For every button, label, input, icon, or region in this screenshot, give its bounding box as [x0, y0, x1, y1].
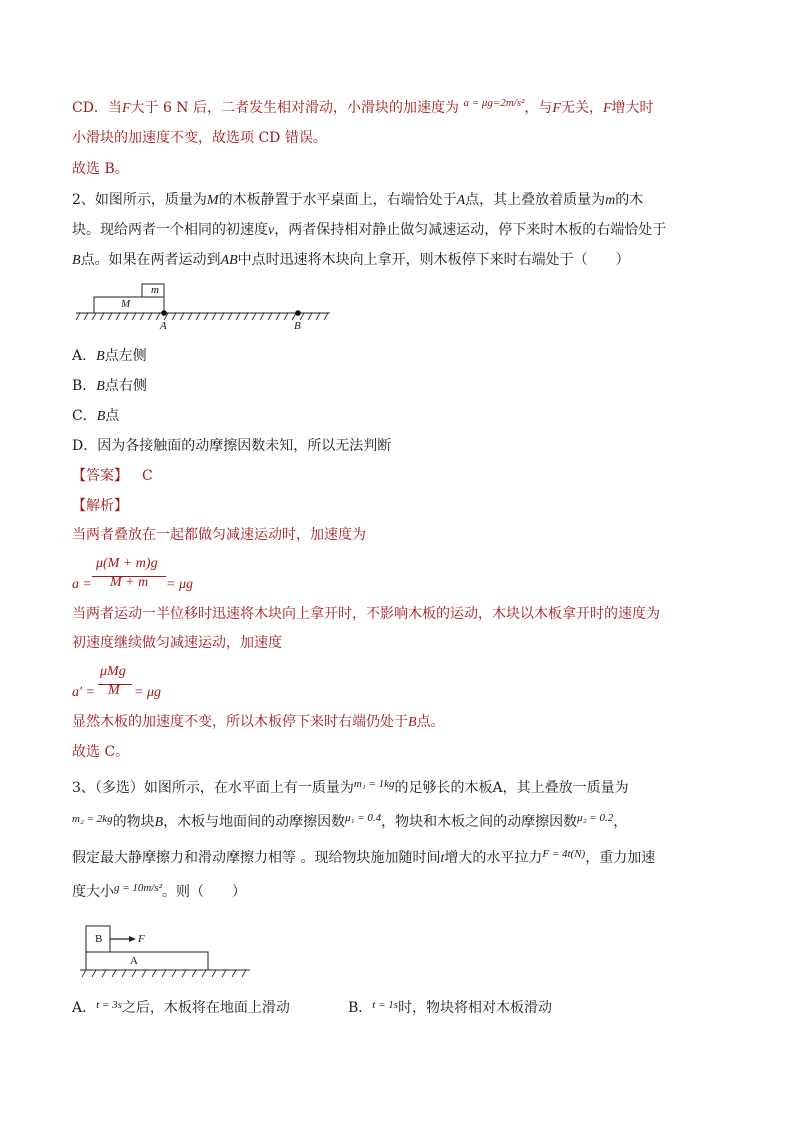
math-t: t = 1s	[372, 999, 399, 1011]
q2-option-d[interactable]	[72, 436, 391, 456]
cd-choice: 故选 B。	[72, 161, 129, 177]
q2-option-b[interactable]	[72, 376, 147, 397]
q3-label-A: A	[130, 955, 138, 967]
option-text: 点右侧	[104, 378, 147, 394]
q3-figure	[78, 922, 258, 982]
var-m: m	[605, 193, 616, 208]
var-F: F	[602, 101, 612, 116]
q2-option-a[interactable]	[72, 346, 147, 367]
math-t: t = 3s	[96, 999, 122, 1011]
cd-text: 无关，	[560, 100, 603, 116]
cd-text: 增大时	[611, 100, 654, 116]
q2-choice: 故选 C。	[72, 744, 130, 760]
math-m2: m₂ = 2kg	[72, 813, 113, 825]
formula-a: a = μg=2m/s²	[463, 97, 525, 109]
q2-analysis-4	[72, 712, 445, 733]
var-v: v	[268, 223, 275, 238]
board-A	[86, 952, 208, 970]
var-B: B	[96, 409, 106, 424]
cd-text: CD．当	[72, 100, 122, 116]
option-text: 之后，木板将在地面上滑动	[121, 1000, 290, 1016]
q3-text: 假定最大静摩擦力和滑动摩擦力相等 。现给物块施加随时间	[72, 850, 441, 866]
option-prefix: B．	[348, 1000, 373, 1016]
math-mu1: μ₁ = 0.4	[345, 812, 382, 824]
analysis-text: 显然木板的加速度不变，所以木板停下来时右端仍处于	[72, 714, 408, 730]
math-m1: m₁ = 1kg	[353, 778, 395, 790]
q2-line-1	[72, 190, 643, 211]
f2-numerator: μMg	[100, 664, 126, 679]
var-A: A	[456, 193, 466, 208]
option-prefix: A．	[72, 1000, 97, 1016]
var-B: B	[72, 253, 81, 268]
q2-analysis-2: 当两者运动一半位移时迅速将木块向上拿开时，不影响木板的运动，木块以木板拿开时的速度为	[72, 606, 660, 622]
q3-text: 度大小	[72, 884, 114, 900]
var-F: F	[121, 101, 131, 116]
q3-text: 。则（ ）	[162, 884, 247, 900]
var-M: M	[206, 193, 219, 208]
q2-text: 2、如图所示，质量为	[72, 192, 207, 208]
q2-text: 的木板静置于水平桌面上，右端恰处于	[218, 192, 457, 208]
q3-text: ，重力加速	[585, 850, 656, 866]
q3-line-2	[72, 812, 627, 833]
option-prefix: C．	[72, 408, 97, 424]
answer-value: C	[142, 468, 153, 484]
q2-analysis-3: 初速度继续做匀减速运动，加速度	[72, 635, 282, 651]
q2-text: 点。如果在两者运动到	[80, 252, 221, 268]
option-prefix: D．	[72, 438, 98, 454]
q2-text: 点，其上叠放着质量为	[465, 192, 606, 208]
math-mu2: μ₂ = 0.2	[577, 812, 614, 824]
q2-line-3	[72, 250, 630, 271]
point-B	[295, 310, 301, 316]
f1-numerator: μ(M + m)g	[96, 556, 158, 571]
cd-text: 大于 6 N 后，二者发生相对滑动，小滑块的加速度为	[130, 100, 460, 116]
q3-option-b[interactable]	[348, 998, 552, 1019]
f1-lhs: a =	[72, 577, 92, 592]
q2-analysis-tag: 【解析】	[72, 498, 128, 514]
point-A	[161, 310, 167, 316]
q2-text: 中点时迅速将木块向上拿开，则木板停下来时右端处于（ ）	[237, 252, 630, 268]
var-B: B	[96, 379, 105, 394]
f1-rhs: = μg	[166, 577, 193, 592]
q3-text: 的足够长的木板A，其上叠放一质量为	[394, 780, 629, 796]
option-text: 时，物块将相对木板滑动	[398, 1000, 553, 1016]
q2-label-M: M	[121, 298, 131, 310]
var-B: B	[408, 715, 417, 730]
option-text: 因为各接触面的动摩擦因数未知，所以无法判断	[97, 438, 392, 454]
q3-text: 3、（多选）如图所示，在水平面上有一质量为	[72, 780, 354, 796]
q3-diagram	[78, 922, 258, 982]
q2-line-2	[72, 220, 666, 241]
q3-line-1	[72, 778, 629, 799]
q2-answer	[72, 466, 153, 486]
f1-denominator: M + m	[110, 575, 149, 590]
q3-label-F: F	[138, 933, 145, 945]
q2-text: 块。现给两者一个相同的初速度	[72, 222, 268, 238]
cd-text: ，与	[524, 100, 553, 116]
q3-text: ，	[613, 814, 628, 830]
q3-text: ，物块和木板之间的动摩擦因数	[381, 814, 578, 830]
q2-label-B: B	[294, 320, 301, 332]
var-B: B	[154, 815, 164, 830]
q3-line-3	[72, 848, 655, 869]
option-prefix: B．	[72, 378, 97, 394]
q2-text: 的木	[615, 192, 644, 208]
f2-denominator: M	[108, 683, 120, 698]
cd-line-2: 小滑块的加速度不变，故选项 CD 错误。	[72, 130, 327, 146]
var-AB: AB	[220, 253, 238, 268]
var-F: F	[552, 101, 561, 116]
answer-tag: 【答案】	[72, 468, 128, 484]
math-force: F = 4t(N)	[542, 848, 586, 860]
q3-text: 的物块	[112, 814, 155, 830]
q3-line-4	[72, 882, 246, 903]
analysis-text: 点。	[416, 714, 445, 730]
q2-label-A: A	[160, 320, 167, 332]
q3-option-a[interactable]	[72, 998, 290, 1019]
q2-label-m: m	[151, 284, 159, 296]
var-t: t	[440, 851, 445, 866]
arrow-head-icon	[129, 936, 136, 942]
q3-text: ，木板与地面间的动摩擦因数	[163, 814, 346, 830]
q2-analysis-1: 当两者叠放在一起都做匀减速运动时，加速度为	[72, 527, 366, 543]
cd-line-1	[72, 98, 654, 119]
math-g: g = 10m/s²	[114, 882, 163, 894]
f2-lhs: a′ =	[72, 685, 96, 700]
f2-rhs: = μg	[134, 685, 161, 700]
q3-text: 增大的水平拉力	[444, 850, 543, 866]
option-text: 点左侧	[104, 348, 147, 364]
option-prefix: A．	[72, 348, 97, 364]
var-B: B	[96, 349, 105, 364]
q3-label-B: B	[95, 933, 103, 945]
q2-text: ，两者保持相对静止做匀减速运动，停下来时木板的右端恰处于	[274, 222, 667, 238]
option-text: 点	[105, 408, 120, 424]
q2-option-c[interactable]	[72, 406, 119, 427]
